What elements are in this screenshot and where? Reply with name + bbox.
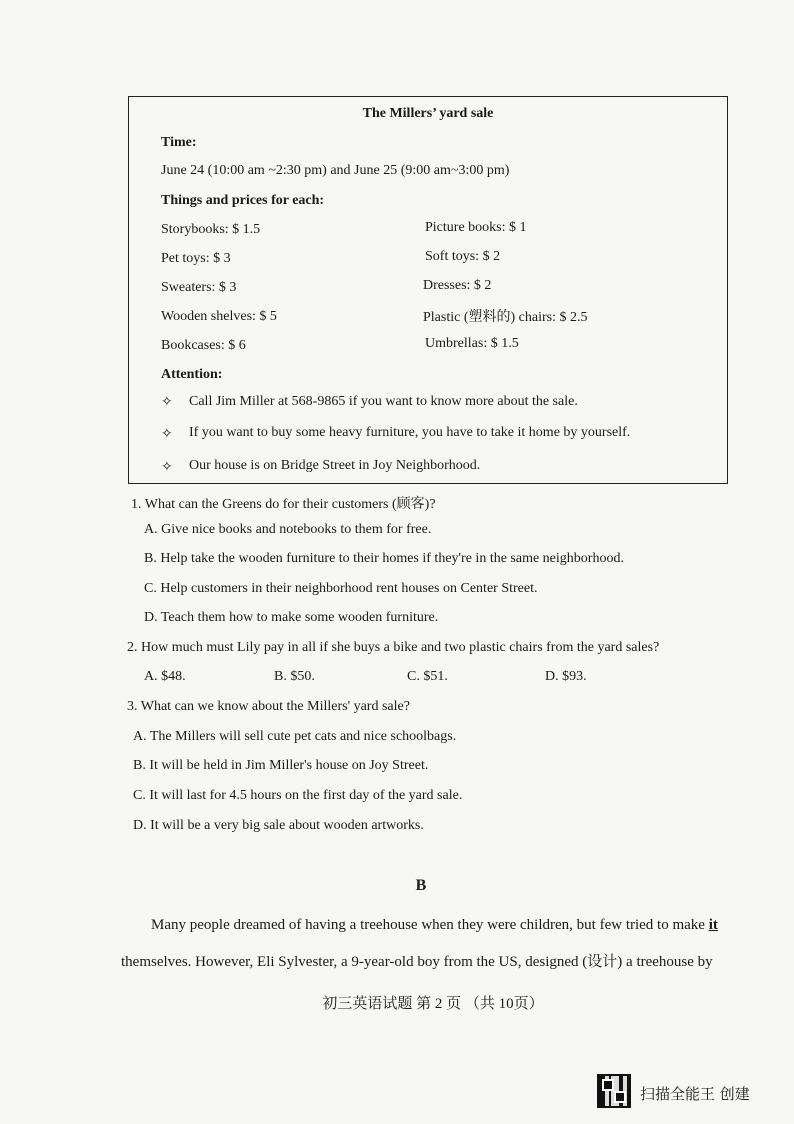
item-plastic-chairs: Plastic (塑料的) chairs: $ 2.5 (423, 310, 588, 325)
question-1-option-b: B. Help take the wooden furniture to their homes if they're in the same neighborhood. (144, 551, 624, 566)
item-storybooks: Storybooks: $ 1.5 (161, 222, 261, 237)
passage-underlined-word: it (708, 917, 718, 933)
passage-line-2: themselves. However, Eli Sylvester, a 9-year-old boy from the US, designed (设计) a treehouse by (121, 954, 713, 970)
scanner-watermark: 扫描全能王 创建 (640, 1085, 750, 1103)
passage-line-1 (151, 917, 718, 934)
attention-item-2: If you want to buy some heavy furniture, you have to take it home by yourself. (189, 425, 631, 440)
diamond-bullet-icon: ✧ (161, 459, 173, 475)
question-2-option-d: D. $93. (545, 669, 587, 684)
yard-sale-ad (128, 96, 728, 484)
item-bookcases: Bookcases: $ 6 (161, 338, 246, 353)
diamond-bullet-icon: ✧ (161, 394, 173, 410)
question-1-stem: 1. What can the Greens do for their customers (顾客)? (131, 497, 436, 512)
item-wooden-shelves: Wooden shelves: $ 5 (161, 309, 277, 324)
time-heading: Time: (161, 135, 197, 150)
question-3-option-d: D. It will be a very big sale about wooden artworks. (133, 818, 424, 833)
question-1-option-d: D. Teach them how to make some wooden furniture. (144, 610, 439, 625)
question-3-option-c: C. It will last for 4.5 hours on the first day of the yard sale. (133, 788, 463, 803)
ad-title: The Millers’ yard sale (362, 106, 494, 121)
item-dresses: Dresses: $ 2 (423, 278, 492, 293)
item-umbrellas: Umbrellas: $ 1.5 (425, 336, 519, 351)
qr-code-icon (597, 1074, 631, 1108)
page-footer: 初三英语试题 第 2 页 （共 10页） (322, 996, 544, 1012)
question-2-option-b: B. $50. (274, 669, 315, 684)
question-2-option-a: A. $48. (144, 669, 186, 684)
item-sweaters: Sweaters: $ 3 (161, 280, 237, 295)
question-3-option-a: A. The Millers will sell cute pet cats and nice schoolbags. (133, 729, 457, 744)
attention-heading: Attention: (161, 367, 223, 382)
question-1-option-c: C. Help customers in their neighborhood rent houses on Center Street. (144, 581, 538, 596)
diamond-bullet-icon: ✧ (161, 426, 173, 442)
item-pet-toys: Pet toys: $ 3 (161, 251, 231, 266)
item-picture-books: Picture books: $ 1 (425, 220, 527, 235)
item-soft-toys: Soft toys: $ 2 (425, 249, 501, 264)
question-3-option-b: B. It will be held in Jim Miller's house on Joy Street. (133, 758, 429, 773)
attention-item-1: Call Jim Miller at 568-9865 if you want to know more about the sale. (189, 394, 578, 409)
question-1-option-a: A. Give nice books and notebooks to them for free. (144, 522, 432, 537)
question-3-stem: 3. What can we know about the Millers' yard sale? (127, 699, 410, 714)
section-b-heading: B (415, 877, 427, 894)
question-2-option-c: C. $51. (407, 669, 448, 684)
attention-item-3: Our house is on Bridge Street in Joy Neighborhood. (189, 458, 481, 473)
passage-line-1-text: Many people dreamed of having a treehouse when they were children, but few tried to make (151, 917, 709, 933)
time-text: June 24 (10:00 am ~2:30 pm) and June 25 (9:00 am~3:00 pm) (161, 163, 510, 178)
things-heading: Things and prices for each: (161, 193, 325, 208)
question-2-stem: 2. How much must Lily pay in all if she buys a bike and two plastic chairs from the yard sales? (127, 640, 660, 655)
